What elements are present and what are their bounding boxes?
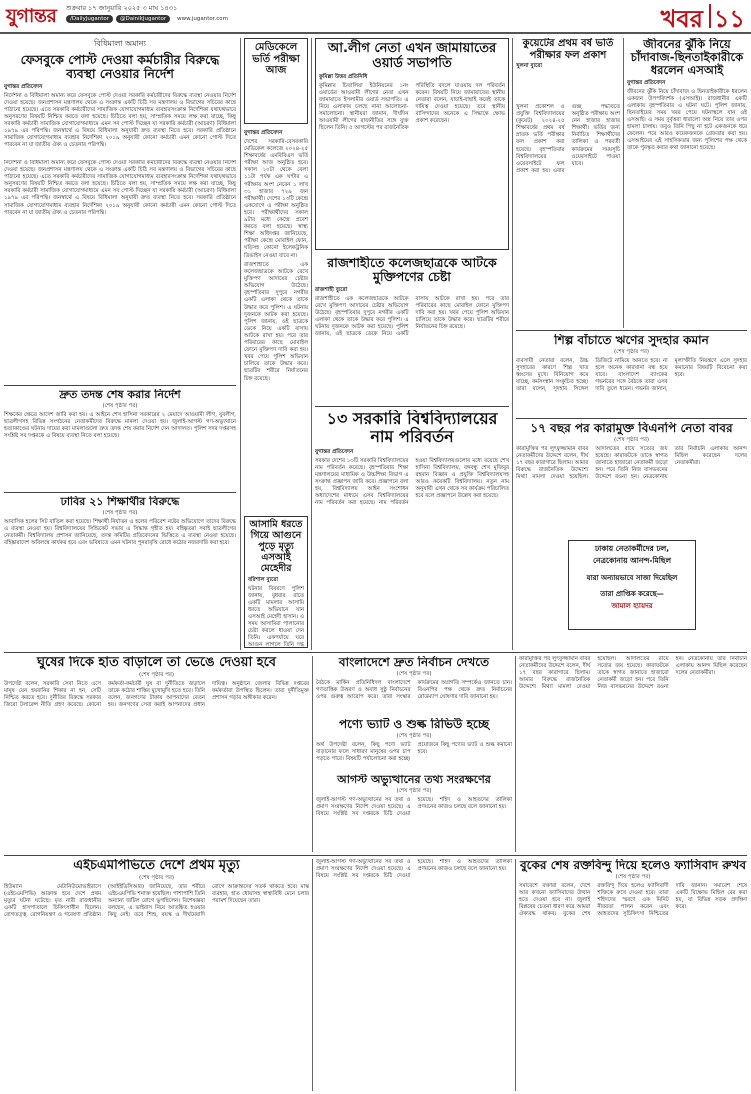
- social-links: [66, 15, 232, 23]
- article-bribe: [4, 656, 309, 852]
- continuation-note: (শেষ পৃষ্ঠার পর): [102, 509, 138, 516]
- article-headline: ফেসবুকে পোস্ট দেওয়া কর্মচারীর বিরুদ্ধে ব্যবস্থা নেওয়ার নির্দেশ: [20, 52, 220, 82]
- article-rajshahi-ransom: [315, 256, 509, 404]
- article-medical-exam-body: [244, 128, 308, 260]
- article-body: আবাসিক হলের সিট বাতিল করা হয়েছে। শিক্ষার্থী নির্যাতন ও হলের পরিবেশ নষ্টের অভিযোগে তাদের বিরুদ্ধে এ ব্যবস্থা নেওয়া হয়। বিশ্ববিদ্যালয়ের সিন্ডিকেট সভায় এ সিদ্ধান্ত গৃহীত হয়। বহিষ্কৃতরা সবাই ছাত্রলীগের নেতাকর্মী। বিশ্ববিদ্যালয় প্রশাসন জানিয়েছে, তদন্ত কমিটির প্রতিবেদনের ভিত্তিতে এ ব্যবস্থা নেওয়া হয়েছে। বহিষ্কারাদেশ অবিলম্বে কার্যকর হবে এবং ভবিষ্যতে এমন ঘটনার পুনরাবৃত্তি রোধে কঠোর নজরদারি করা হবে।: [4, 518, 236, 546]
- article-body: কারামুক্তির পর লুৎফুজ্জামান বাবর নেতাকর্মীদের উদ্দেশে বলেন, দীর্ঘ ১৭ বছর কারাগারে ছিলাম। আমার বিরুদ্ধে রাজনৈতিক উদ্দেশ্যে মিথ্যা মামলা দেওয়া হয়েছিল। আদালতের রায়ে সত্যের জয় হয়েছে। কারাফটকে তাকে স্বাগত জানাতে হাজারো নেতাকর্মী জড়ো হন। পরে তিনি নিজ বাসভবনের উদ্দেশে রওনা হন। নেত্রকোনায় তার নির্বাচনি এলাকায় আনন্দ মিছিল করেছেন দলের নেতাকর্মীরা।: [516, 445, 747, 481]
- article-body: অর্থ উপদেষ্টা বলেন, কিছু পণ্যে ভ্যাট বাড়ানোর ফলে সাধারণ মানুষের ওপর চাপ পড়তে পারে। বিষয়টি পর্যালোচনা করা হচ্ছে। প্রয়োজনে কিছু পণ্যের ভ্যাট ও শুল্ক কমানো হবে।: [316, 741, 512, 762]
- issue-date: শুক্রবার ১৭ জানুয়ারি ২০২৫ ৩ মাঘ ১৪৩১: [66, 4, 178, 12]
- divider: [4, 855, 747, 856]
- article-quick-election: [316, 656, 512, 716]
- article-headline: ঘুষের দিকে হাত বাড়ালে তা ভেঙে দেওয়া হবে: [36, 656, 277, 670]
- article-kicker: বিধিমালা অমান্য: [94, 39, 146, 48]
- continuation-note: (শেষ পৃষ্ঠার পর): [613, 348, 649, 355]
- section-title: খবর: [660, 5, 703, 33]
- article-body: জীবনের ঝুঁকি নিয়ে চাঁদাবাজ ও ছিনতাইকারীকে ধরলেন একজন উপপরিদর্শক (এসআই)। রাজধানীর একটি এলাকায় বৃহস্পতিবার এ ঘটনা ঘটে। পুলিশ জানায়, ছিনতাইয়ের সময় খবর পেয়ে ঘটনাস্থলে যান ওই এসআই। এ সময় দুর্বৃত্তরা ধারালো অস্ত্র নিয়ে তার ওপর হামলা চালায়। তবুও তিনি পিছু না হটে একজনকে ধরে ফেলেন। পরে আরও কয়েকজনকে গ্রেফতার করা হয়। এসআইয়ের এই সাহসিকতার জন্য পুলিশের পক্ষ থেকে তাকে পুরস্কৃত করার কথা জানানো হয়েছে।: [627, 88, 747, 152]
- continuation-note: (শেষ পৃষ্ঠার পর): [138, 874, 174, 881]
- article-body: কুমিল্লার চিতালিয়া ইউনিয়নের ১নং ওয়ার্ডের আওয়ামী লীগের নেতা এখন জামায়াতে ইসলামীর ওয়ার্ড সভাপতি। এ নিয়ে এলাকায় চলছে নানা আলোচনা-সমালোচনা। স্থানীয়রা জানান, দীর্ঘদিন আওয়ামী লীগের রাজনীতির সঙ্গে যুক্ত ছিলেন তিনি। ৫ আগস্টের পর রাজনৈতিক পরিস্থিতি বদলে যাওয়ায় দল পরিবর্তন করেন। বিষয়টি নিয়ে জামায়াতের স্থানীয় নেতারা বলেন, যাচাই-বাছাই করেই তাকে দায়িত্ব দেওয়া হয়েছে। তবে স্থানীয় বাসিন্দাদের অনেকে এ সিদ্ধান্তে ক্ষোভ প্রকাশ করেছেন।: [319, 82, 505, 132]
- article-headline: আসামি ধরতে গিয়ে আগুনে পুড়ে মৃত্যু এসআই মেহেদীর: [249, 519, 303, 574]
- masthead: [0, 0, 751, 34]
- article-body: রাজশাহীতে এক কলেজছাত্রকে আটকে রেখে মুক্তিপণ আদায়ের চেষ্টার অভিযোগ উঠেছে। বৃহস্পতিবার দুপুরে নগরীর একটি এলাকা থেকে তাকে উদ্ধার করে পুলিশ। এ ঘটনায় দুজনকে আটক করা হয়েছে। পুলিশ জানায়, ওই ছাত্রকে ডেকে নিয়ে একটি বাসায় আটকে রাখা হয়। পরে তার পরিবারের কাছে মোবাইল ফোনে মুক্তিপণ দাবি করা হয়। খবর পেয়ে পুলিশ অভিযান চালিয়ে তাকে উদ্ধার করে। ছাত্রটির শরীরে নির্যাতনের চিহ্ন রয়েছে।: [315, 295, 509, 338]
- column-rule: [312, 656, 313, 852]
- continuation-note: (শেষ পৃষ্ঠার পর): [396, 732, 432, 739]
- article-byline: যুগান্তর প্রতিবেদন: [244, 130, 283, 136]
- pull-quote-box: [568, 540, 696, 630]
- article-si-death: [244, 516, 308, 648]
- article-uprising-data: [316, 774, 512, 852]
- article-headline: মেডিকেলে ভর্তি পরীক্ষা আজ: [252, 42, 300, 76]
- page-number: ১১: [713, 5, 745, 33]
- continuation-note: (শেষ পৃষ্ঠার পর): [396, 670, 432, 677]
- article-headline: পণ্যে ভ্যাট ও শুল্ক রিভিউ হচ্ছে: [338, 718, 490, 731]
- article-si-catches-robber: [627, 38, 747, 328]
- divider: [516, 330, 747, 331]
- article-body: নির্দেশনা ও বিধিমালা অমান্য করে ফেসবুকে পোস্ট দেওয়া সরকারি কর্মচারীদের বিরুদ্ধে ব্যবস্থা নেওয়ার নির্দেশ দেওয়া হয়েছে। জনপ্রশাসন মন্ত্রণালয় থেকে এ সংক্রান্ত একটি চিঠি সব মন্ত্রণালয় ও বিভাগের সচিবের কাছে পাঠানো হয়েছে। এতে সরকারি কর্মচারীদের সামাজিক যোগাযোগমাধ্যম ব্যবহারসংক্রান্ত নির্দেশিকা যথাযথভাবে অনুসরণের বিষয়টি নিশ্চিত করতে বলা হয়েছে। চিঠিতে বলা হয়, সাম্প্রতিক সময়ে লক্ষ করা যাচ্ছে, কিছু সরকারি কর্মচারী সামাজিক যোগাযোগমাধ্যমে এমন সব পোস্ট দিচ্ছেন যা সরকারি কর্মচারী (আচরণ) বিধিমালা ১৯৭৯ এর পরিপন্থি। জনস্বার্থে এ বিষয়ে বিধিমালা অনুযায়ী দ্রুত ব্যবস্থা নিতে হবে। সরকারি প্রতিষ্ঠানে সামাজিক যোগাযোগমাধ্যম ব্যবহার নির্দেশিকা ২০১৯ অনুযায়ী কোনো কর্মচারী এমন কোনো পোস্ট দিতে পারবেন না যা জাতীয় ঐক্য ও চেতনার পরিপন্থি।: [4, 92, 236, 149]
- newspaper-logo: যুগান্তর: [6, 5, 57, 27]
- quote-line: যারা অন্যায়ভাবে সাজা দিয়েছিল: [586, 574, 678, 582]
- divider: [315, 406, 509, 407]
- continuation-note: (শেষ পৃষ্ঠার পর): [615, 873, 651, 880]
- article-body: সমাবেশে বক্তারা বলেন, দেশে আর কখনো ফ্যাসিবাদের উত্থান হতে দেওয়া হবে না। জুলাই বিপ্লবের চেতনা ধারণ করে আমরা ঐক্যবদ্ধ থাকব। বুকের শেষ রক্তবিন্দু দিয়ে হলেও ফ্যাসিবাদী শক্তিকে রুখে দেওয়া হবে। তারা শহিদদের স্মরণে এক মিনিট নীরবতা পালন করেন এবং আহতদের সুচিকিৎসা নিশ্চিতের দাবি জানান। সমাবেশ শেষে একটি বিক্ষোভ মিছিল বের করা হয়, যা বিভিন্ন সড়ক প্রদক্ষিণ করে।: [519, 882, 747, 918]
- article-byline: রাজশাহী ব্যুরো: [315, 286, 348, 293]
- article-byline: কুমিল্লা উত্তর প্রতিনিধি: [319, 73, 368, 80]
- article-headline: আ.লীগ নেতা এখন জামায়াতের ওয়ার্ড সভাপতি: [327, 41, 497, 71]
- article-byline: খুলনা ব্যুরো: [516, 63, 542, 69]
- article-body: হিউম্যান মেটানিউমোভাইরাসে (এইচএমপিভি) আক্রান্ত হয়ে দেশে প্রথম মৃত্যুর ঘটনা ঘটেছে। মৃত নারী রাজধানীর একটি হাসপাতালে চিকিৎসাধীন ছিলেন। রোগতত্ত্ব, রোগনিয়ন্ত্রণ ও গবেষণা প্রতিষ্ঠান (আইইডিসিআর) জানিয়েছে, তার শরীরে এইচএমপিভি শনাক্ত হয়েছিল। পাশাপাশি তিনি অন্যান্য জটিল রোগে ভুগছিলেন। বিশেষজ্ঞরা বলছেন, এ ভাইরাস নিয়ে আতঙ্কিত হওয়ার কিছু নেই। তবে শিশু, বয়স্ক ও দীর্ঘমেয়াদি রোগে আক্রান্তদের সতর্ক থাকতে হবে। মাস্ক ব্যবহার, হাত ধোয়াসহ স্বাস্থ্যবিধি মেনে চলার পরামর্শ দিয়েছেন তারা।: [4, 883, 309, 919]
- article-headline: কুয়েটের প্রথম বর্ষ ভর্তি পরীক্ষার ফল প্রকাশ: [522, 38, 614, 61]
- article-babar-cont: [519, 656, 747, 852]
- article-kuet-result: [516, 38, 620, 102]
- article-body: ব্যবসায়ী নেতারা বলেন, উচ্চ সুদহারের কারণে শিল্প খাত ধ্বংসের মুখে। বিনিয়োগ কমে যাচ্ছে, কর্মসংস্থান সংকুচিত হচ্ছে। তারা বলেন, সুদহার সিঙ্গেল ডিজিটে নামিয়ে আনতে হবে। না হলে অনেক কারখানা বন্ধ হয়ে যাবে। বাংলাদেশ ব্যাংকের গভর্নরের সঙ্গে বৈঠকে তারা এসব দাবি তুলে ধরেন। গভর্নর জানান, মূল্যস্ফীতি নিয়ন্ত্রণে এলে সুদহার কমানোর বিষয়টি বিবেচনা করা হবে।: [516, 357, 747, 393]
- article-byline: যুগান্তর প্রতিবেদন: [4, 83, 43, 90]
- article-body: রাজশাহীতে এক কলেজছাত্রকে আটকে রেখে মুক্তিপণ আদায়ের চেষ্টার অভিযোগ উঠেছে। বৃহস্পতিবার দুপুরে নগরীর একটি এলাকা থেকে তাকে উদ্ধার করে পুলিশ। এ ঘটনায় দুজনকে আটক করা হয়েছে। পুলিশ জানায়, ওই ছাত্রকে ডেকে নিয়ে একটি বাসায় আটকে রাখা হয়। পরে তার পরিবারের কাছে মোবাইল ফোনে মুক্তিপণ দাবি করা হয়। খবর পেয়ে পুলিশ অভিযান চালিয়ে তাকে উদ্ধার করে। ছাত্রটির শরীরে নির্যাতনের চিহ্ন রয়েছে।: [244, 262, 308, 382]
- continuation-note: (শেষ পৃষ্ঠার পর): [138, 671, 174, 678]
- article-facebook-post: [4, 38, 236, 158]
- article-13-universities: [315, 410, 509, 648]
- article-headline: শিল্প বাঁচাতে ঋণের সুদহার কমান: [554, 334, 709, 347]
- article-industry-loan: [516, 334, 747, 414]
- quote-line: নেত্রকোনায় আনন্দ-মিছিল: [592, 556, 672, 565]
- article-body: খুলনা প্রকৌশল ও প্রযুক্তি বিশ্ববিদ্যালয়ের (কুয়েট) ২০২৪-২৫ শিক্ষাবর্ষের প্রথম বর্ষ স্নাতক ভর্তি পরীক্ষার ফল প্রকাশ করা হয়েছে। বৃহস্পতিবার বিশ্ববিদ্যালয়ের ওয়েবসাইটে ফল প্রকাশ করা হয়। এবার গুচ্ছ পদ্ধতিতে অনুষ্ঠিত পরীক্ষায় অংশ নেন হাজার হাজার শিক্ষার্থী। ভর্তির জন্য নির্বাচিত শিক্ষার্থীদের তালিকা ও পরবর্তী কার্যক্রমের সময়সূচি ওয়েবসাইটে পাওয়া যাবে।: [516, 104, 620, 174]
- article-hmpv-death: [4, 859, 309, 1091]
- article-body: দেশের সরকারি-বেসরকারি মেডিকেল কলেজে ২০২৪-২৫ শিক্ষাবর্ষের এমবিবিএস ভর্তি পরীক্ষা আজ অনুষ্ঠিত হবে। সকাল ১০টা থেকে বেলা ১১টা পর্যন্ত এক ঘণ্টার এ পরীক্ষায় অংশ নেবেন ১ লাখ ৩১ হাজার ৭২৯ জন পরীক্ষার্থী। দেশের ১৩টি কেন্দ্রে একযোগে এ পরীক্ষা অনুষ্ঠিত হবে। পরীক্ষার্থীদের সকাল ৯টার মধ্যে কেন্দ্রে প্রবেশ করতে বলা হয়েছে। স্বাস্থ্য শিক্ষা অধিদপ্তর জানিয়েছে, পরীক্ষা কেন্দ্রে মোবাইল ফোন, ঘড়িসহ কোনো ইলেকট্রনিক ডিভাইস নেওয়া যাবে না।: [244, 139, 308, 259]
- article-body: উপদেষ্টা বলেন, সরকারি সেবা নিতে এসে মানুষ যেন হয়রানির শিকার না হন, সেটি নিশ্চিত করতে হবে। দুর্নীতির বিরুদ্ধে সরকার জিরো টলারেন্স নীতি গ্রহণ করেছে। কোনো কর্মকর্তা-কর্মচারী ঘুষ বা দুর্নীতিতে জড়ালে তাকে কঠোর শাস্তির মুখোমুখি হতে হবে। তিনি বলেন, জনগণের টাকায় আপনাদের বেতন হয়। জনগণের সেবা করাই আপনাদের প্রধান দায়িত্ব। অনুষ্ঠানে জেলার বিভিন্ন দপ্তরের কর্মকর্তারা উপস্থিত ছিলেন। তারা দুর্নীতিমুক্ত প্রশাসন গড়ার অঙ্গীকার করেন।: [4, 680, 309, 709]
- article-headline: বুকের শেষ রক্তবিন্দু দিয়ে হলেও ফ্যাসিবাদ রুখব: [520, 859, 746, 872]
- article-kuet-body: [516, 104, 620, 316]
- article-du-students: [4, 496, 236, 648]
- article-byline: যুগান্তর প্রতিবেদন: [315, 448, 354, 455]
- divider: [516, 418, 747, 419]
- quote-line: তারা প্রাপ্তিক করেছে—: [600, 590, 664, 598]
- column-rule: [512, 38, 513, 650]
- header-divider: [709, 4, 711, 28]
- article-headline: ১৩ সরকারি বিশ্ববিদ্যালয়ের নাম পরিবর্তন: [326, 410, 498, 447]
- column-rule: [515, 859, 516, 1091]
- website-link[interactable]: www.jugantor.com: [177, 16, 228, 22]
- column-rule: [311, 38, 312, 650]
- article-body: বৈঠকে মার্কিন প্রতিনিধিদল বাংলাদেশে গণতান্ত্রিক উত্তরণ ও অবাধ সুষ্ঠু নির্বাচনের ওপর গুরুত্ব আরোপ করে। তারা সংস্কার কার্যক্রমের অগ্রগতি সম্পর্কেও জানতে চান। বিএনপির পক্ষ থেকে দ্রুত নির্বাচনের রোডম্যাপ ঘোষণার দাবি জানানো হয়।: [316, 679, 512, 700]
- divider: [4, 492, 236, 493]
- article-headline: রাজশাহীতে কলেজছাত্রকে আটকে মুক্তিপণের চেষ্টা: [327, 256, 497, 285]
- article-resist-fascism: [519, 859, 747, 1091]
- article-body: সরকার দেশের ১৩টি সরকারি বিশ্ববিদ্যালয়ের নাম পরিবর্তন করেছে। বৃহস্পতিবার শিক্ষা মন্ত্রণালয়ের মাধ্যমিক ও উচ্চশিক্ষা বিভাগ এ সংক্রান্ত প্রজ্ঞাপন জারি করে। প্রজ্ঞাপনে বলা হয়, বিশ্ববিদ্যালয় আইন সংশোধন অধ্যাদেশের মাধ্যমে এসব বিশ্ববিদ্যালয়ের নাম পরিবর্তন করা হয়েছে। নাম পরিবর্তন হওয়া বিশ্ববিদ্যালয়গুলোর মধ্যে রয়েছে শেখ হাসিনা বিশ্ববিদ্যালয়, বঙ্গবন্ধু শেখ মুজিবুর রহমান বিজ্ঞান ও প্রযুক্তি বিশ্ববিদ্যালয়সহ আরও কয়েকটি বিশ্ববিদ্যালয়। নতুন নাম অনুযায়ী এখন থেকে সব কার্যক্রম পরিচালিত হবে বলে প্রজ্ঞাপনে উল্লেখ করা হয়েছে।: [315, 457, 509, 507]
- divider: [4, 385, 236, 386]
- article-body: কারামুক্তির পর লুৎফুজ্জামান বাবর নেতাকর্মীদের উদ্দেশে বলেন, দীর্ঘ ১৭ বছর কারাগারে ছিলাম। আমার বিরুদ্ধে রাজনৈতিক উদ্দেশ্যে মিথ্যা মামলা দেওয়া হয়েছিল। আদালতের রায়ে সত্যের জয় হয়েছে। কারাফটকে তাকে স্বাগত জানাতে হাজারো নেতাকর্মী জড়ো হন। পরে তিনি নিজ বাসভবনের উদ্দেশে রওনা হন। নেত্রকোনায় তার নির্বাচনি এলাকায় আনন্দ মিছিল করেছেন দলের নেতাকর্মীরা।: [519, 656, 747, 691]
- quote-author: জামাল হ্যায়দর: [611, 602, 653, 610]
- article-body: জুলাই-আগস্ট গণ-অভ্যুত্থানের সব তথ্য ও প্রমাণ সংরক্ষণের নির্দেশ দেওয়া হয়েছে। এ বিষয়ে সংশ্লিষ্ট সব দপ্তরকে চিঠি দেওয়া হয়েছে। শহিদ ও আহতদের তালিকা প্রণয়নের কাজও চলছে বলে জানানো হয়।: [316, 796, 512, 817]
- article-facebook-post-cont: [4, 160, 236, 382]
- spacer: [244, 510, 245, 511]
- quote-line: ঢাকায় নেতাকর্মীদের ঢল,: [594, 544, 670, 553]
- article-headline: আগস্ট অভ্যুত্থানের তথ্য সংরক্ষণের: [337, 774, 491, 786]
- article-headline: ঢাবির ২১ শিক্ষার্থীর বিরুদ্ধে: [60, 496, 180, 508]
- article-headline: জীবনের ঝুঁকি নিয়ে চাঁদাবাজ-ছিনতাইকারীকে ধরলেন এসআই: [630, 38, 744, 78]
- column-rule: [515, 656, 516, 852]
- article-byline: যুগান্তর প্রতিবেদন: [627, 79, 666, 86]
- article-body: শিক্ষকের ক্ষেত্রে আদেশ জারি করা হয়। এ আইনে শেখ হাসিনা সরকারের ২ মেয়াদে আওয়ামী লীগ, যুবলীগ, ছাত্রলীগসহ বিভিন্ন সংগঠনের নেতাকর্মীদের বিরুদ্ধে মামলা দেওয়া হয়। জুলাই-আগস্ট গণ-অভ্যুত্থানে হত্যাকাণ্ডের ঘটনায় দায়ের করা মামলাগুলো দ্রুত তদন্ত শেষ করার নির্দেশ দেন আদালত। পুলিশ সদর দপ্তরসহ সংশ্লিষ্ট সব দপ্তরকে এ বিষয়ে ব্যবস্থা নিতে বলা হয়েছে।: [4, 411, 236, 439]
- article-byline: বরিশাল ব্যুরো: [248, 576, 279, 583]
- facebook-link[interactable]: /DailyJugantor: [66, 15, 113, 23]
- divider: [4, 652, 747, 653]
- article-uprising-data-cont: [316, 859, 512, 1091]
- article-si-death-col: [244, 262, 308, 512]
- article-headline: বাংলাদেশে দ্রুত নির্বাচন দেখতে: [338, 656, 490, 669]
- twitter-link[interactable]: @DainikJugantor: [116, 15, 170, 23]
- article-headline: দ্রুত তদন্ত শেষ করার নির্দেশ: [59, 389, 181, 401]
- column-rule: [240, 38, 241, 650]
- continuation-note: (শেষ পৃষ্ঠার পর): [613, 436, 649, 443]
- continuation-note: (শেষ পৃষ্ঠার পর): [396, 787, 432, 794]
- continuation-note: (শেষ পৃষ্ঠার পর): [102, 402, 138, 409]
- article-vat-review: [316, 718, 512, 772]
- article-body: জুলাই-আগস্ট গণ-অভ্যুত্থানের সব তথ্য ও প্রমাণ সংরক্ষণের নির্দেশ দেওয়া হয়েছে। এ বিষয়ে সংশ্লিষ্ট সব দপ্তরকে চিঠি দেওয়া হয়েছে। শহিদ ও আহতদের তালিকা প্রণয়নের কাজও চলছে বলে জানানো হয়।: [316, 859, 512, 880]
- article-medical-exam: [244, 38, 308, 124]
- column-rule: [312, 859, 313, 1091]
- article-body: ঘটনার বিবরণে পুলিশ জানায়, বুধবার রাতে একটি মামলার আসামি ধরতে অভিযানে যান এসআই মেহেদী হাসান। এ সময় আসামিরা পালানোর চেষ্টা করলে ধাওয়া দেন তিনি। একপর্যায়ে ঘরে আগুন লাগলে তিনি দগ্ধ: [248, 585, 304, 648]
- column-rule: [623, 38, 624, 328]
- article-headline: ১৭ বছর পর কারামুক্ত বিএনপি নেতা বাবর: [530, 422, 733, 435]
- article-al-leader-jamaat: [315, 38, 509, 250]
- article-headline: এইচএমপিভিতে দেশে প্রথম মৃত্যু: [73, 859, 240, 873]
- article-body-cont: নির্দেশনা ও বিধিমালা অমান্য করে ফেসবুকে পোস্ট দেওয়া সরকারি কর্মচারীদের বিরুদ্ধে ব্যবস্থা নেওয়ার নির্দেশ দেওয়া হয়েছে। জনপ্রশাসন মন্ত্রণালয় থেকে এ সংক্রান্ত একটি চিঠি সব মন্ত্রণালয় ও বিভাগের সচিবের কাছে পাঠানো হয়েছে। এতে সরকারি কর্মচারীদের সামাজিক যোগাযোগমাধ্যম ব্যবহারসংক্রান্ত নির্দেশিকা যথাযথভাবে অনুসরণের বিষয়টি নিশ্চিত করতে বলা হয়েছে। চিঠিতে বলা হয়, সাম্প্রতিক সময়ে লক্ষ করা যাচ্ছে, কিছু সরকারি কর্মচারী সামাজিক যোগাযোগমাধ্যমে এমন সব পোস্ট দিচ্ছেন যা সরকারি কর্মচারী (আচরণ) বিধিমালা ১৯৭৯ এর পরিপন্থি। জনস্বার্থে এ বিষয়ে বিধিমালা অনুযায়ী দ্রুত ব্যবস্থা নিতে হবে। সরকারি প্রতিষ্ঠানে সামাজিক যোগাযোগমাধ্যম ব্যবহার নির্দেশিকা ২০১৯ অনুযায়ী কোনো কর্মচারী এমন কোনো পোস্ট দিতে পারবেন না যা জাতীয় ঐক্য ও চেতনার পরিপন্থি।: [4, 160, 236, 216]
- article-quick-probe: [4, 389, 236, 489]
